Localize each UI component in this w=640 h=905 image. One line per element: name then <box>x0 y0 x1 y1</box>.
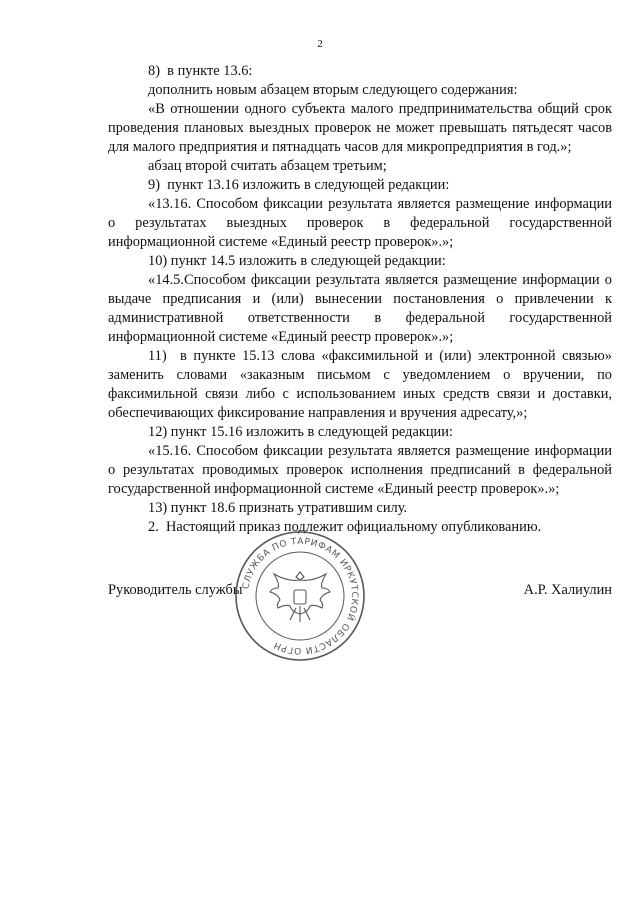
paragraph: 10) пункт 14.5 изложить в следующей редакции: <box>148 253 446 269</box>
paragraph: 2. Настоящий приказ подлежит официальному опубликованию. <box>148 519 542 535</box>
paragraph: абзац второй считать абзацем третьим; <box>148 158 387 174</box>
paragraph: «В отношении одного субъекта малого предпринимательства общий срок проведения плановых выездных проверок не может превышать пятьдесят часов для малого предприятия и пятнадцать часов для микропредприятия в год.»; <box>108 101 612 155</box>
paragraph: 8) в пункте 13.6: <box>148 63 253 79</box>
paragraph: дополнить новым абзацем вторым следующего содержания: <box>148 82 518 98</box>
svg-text:СЛУЖБА ПО ТАРИФАМ ИРКУТСКОЙ ОБ: СЛУЖБА ПО ТАРИФАМ ИРКУТСКОЙ ОБЛАСТИ ОГРН <box>241 536 360 656</box>
paragraph: 9) пункт 13.16 изложить в следующей редакции: <box>148 177 450 193</box>
signatory-name: А.Р. Халиулин <box>523 582 612 598</box>
signatory-position: Руководитель службы <box>108 582 243 598</box>
paragraph: «15.16. Способом фиксации результата является размещение информации о результатах проводимых проверок исполнения предписаний в федеральной государственной информационной системе «Единый реестр проверок».»; <box>108 443 612 497</box>
paragraph: «13.16. Способом фиксации результата является размещение информации о результатах выездных проверок в федеральной государственной информационной системе «Единый реестр проверок».»; <box>108 196 612 250</box>
paragraph: «14.5.Способом фиксации результата является размещение информации о выдаче предписания и (или) вынесении постановления о привлечении к административной ответственности в федеральной государственной информационной системе «Единый реестр проверок».»; <box>108 272 612 345</box>
paragraph: 13) пункт 18.6 признать утратившим силу. <box>148 500 408 516</box>
paragraph: 12) пункт 15.16 изложить в следующей редакции: <box>148 424 453 440</box>
official-seal <box>232 528 368 664</box>
paragraph: 11) в пункте 15.13 слова «факсимильной и (или) электронной связью» заменить словами «заказным письмом с уведомлением о вручении, по факсимильной связи либо с использованием иных средств связи и доставки, обеспечивающих фиксирование направления и вручения адресату,»; <box>108 348 612 421</box>
document-body <box>108 62 612 537</box>
eagle-emblem-icon <box>270 572 330 622</box>
page-number: 2 <box>317 38 323 50</box>
